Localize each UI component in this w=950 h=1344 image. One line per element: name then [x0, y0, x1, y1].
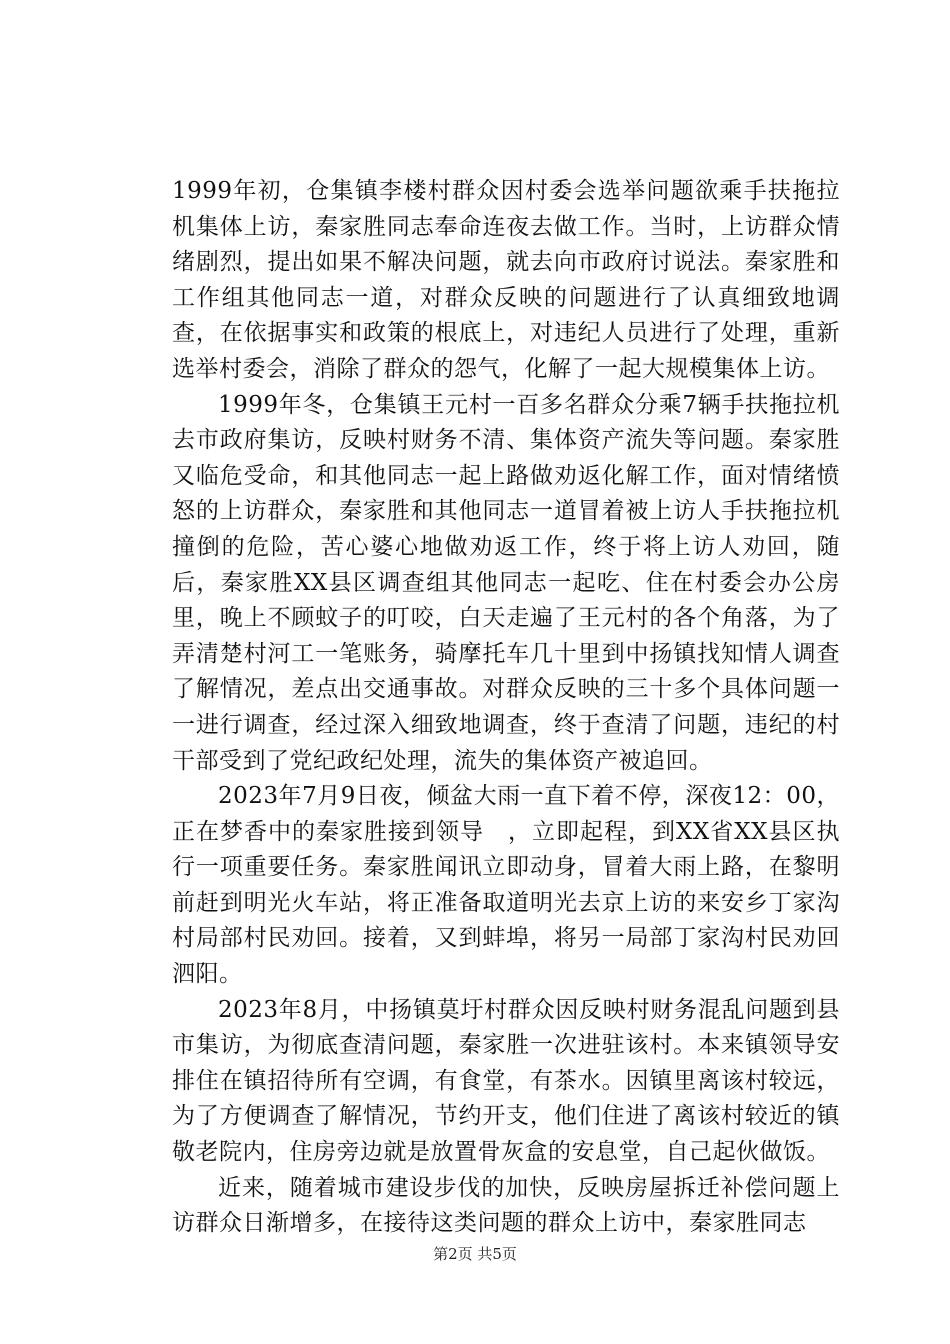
paragraph-4: 2023年8月，中扬镇莫圩村群众因反映村财务混乱问题到县市集访，为彻底查清问题，秦家胜一次进驻该村。本来镇领导安排住在镇招待所有空调，有食堂，有茶水。因镇里离该村较远，为了方便调查了解情况，节约开支，他们住进了离该村较近的镇敬老院内，住房旁边就是放置骨灰盒的安息堂，自己起伙做饭。 [172, 996, 840, 1166]
paragraph-5: 近来，随着城市建设步伐的加快，反映房屋拆迁补偿问题上访群众日渐增多，在接待这类问题的群众上访中，秦家胜同志 [172, 1174, 840, 1237]
document-body [172, 174, 840, 1242]
page-number-footer: 第2页 共5页 [433, 1245, 517, 1263]
paragraph-1: 1999年初，仓集镇李楼村群众因村委会选举问题欲乘手扶拖拉机集体上访，秦家胜同志奉命连夜去做工作。当时，上访群众情绪剧烈，提出如果不解决问题，就去向市政府讨说法。秦家胜和工作组其他同志一道，对群众反映的问题进行了认真细致地调查，在依据事实和政策的根底上，对违纪人员进行了处理，重新选举村委会，消除了群众的怨气，化解了一起大规模集体上访。 [172, 178, 840, 382]
paragraph-3: 2023年7月9日夜，倾盆大雨一直下着不停，深夜12：00，正在梦香中的秦家胜接到领导 ，立即起程，到XX省XX县区执行一项重要任务。秦家胜闻讯立即动身，冒着大雨上路，在黎明前赶到明光火车站，将正准备取道明光去京上访的来安乡丁家沟村局部村民劝回。接着，又到蚌埠，将另一局部丁家沟村民劝回泗阳。 [172, 783, 840, 988]
paragraph-2: 1999年冬，仓集镇王元村一百多名群众分乘7辆手扶拖拉机去市政府集访，反映村财务不清、集体资产流失等问题。秦家胜又临危受命，和其他同志一起上路做劝返化解工作，面对情绪愤怒的上访群众，秦家胜和其他同志一道冒着被上访人手扶拖拉机撞倒的危险，苦心婆心地做劝返工作，终于将上访人劝回，随后，秦家胜XX县区调查组其他同志一起吃、住在村委会办公房里，晚上不顾蚊子的叮咬，白天走遍了王元村的各个角落，为了弄清楚村河工一笔账务，骑摩托车几十里到中扬镇找知情人调查了解情况，差点出交通事故。对群众反映的三十多个具体问题一一进行调查，经过深入细致地调查，终于查清了问题，违纪的村干部受到了党纪政纪处理，流失的集体资产被追回。 [172, 391, 840, 774]
